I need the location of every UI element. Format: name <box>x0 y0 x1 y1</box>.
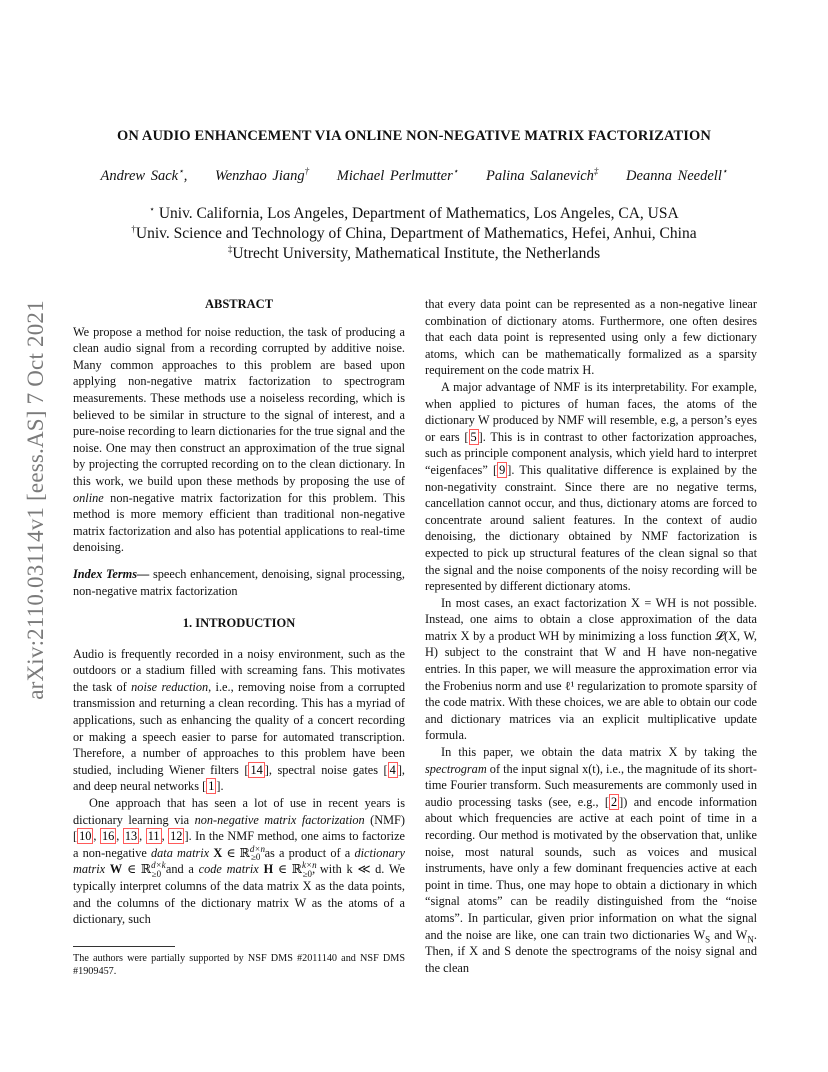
citation-link[interactable]: 13 <box>124 829 138 844</box>
author-list <box>0 168 828 185</box>
citation-link[interactable]: 14 <box>250 762 263 777</box>
body-paragraph: In this paper, we obtain the data matrix X by taking the spectrogram of the input signal x(t), i.e., the magnitude of its short-time Fourier transform. Such measurements are commonly used in audio processing tasks (see, e.g., [ 2 ]) and encode information about which frequencies are active at each point of time in a recording. Our method is motivated by the observation that, unlike noise, most natural sounds, such as voices and musical instruments, have only a few dominant frequencies active at each point in time. Thus, one may hope to obtain a dictionary in which “signal atoms” can be readily distinguished from the “noise atoms”. In particular, given prior information on what the signal and the noise are like, one can train two dictionaries $W_S$ and $W_N$. Then, if X and S denote the spectrograms of the noisy signal and the clean <box>425 745 757 975</box>
intro-paragraph: Audio is frequently recorded in a noisy environment, such as the outdoors or a stadium filled with screaming fans. This motivates the task of noise reduction, i.e., removing noise from a corrupted transmission and returning a clean recording. This has a myriad of applications, such as enhancing the quality of a concert recording or making a speech easier to parse for automated transcription. Therefore, a number of approaches to this problem have been studied, including Wiener filters [ 14 ], spectral noise gates [ 4 ], and deep neural networks [ 1 ]. <box>73 646 405 794</box>
author: Michael Perlmutter⋆ <box>336 166 459 184</box>
citation-link[interactable]: 5 <box>470 429 477 444</box>
citation-link[interactable]: 2 <box>611 794 618 809</box>
section-heading-introduction: 1. INTRODUCTION <box>182 616 296 631</box>
citation-link[interactable]: 1 <box>208 779 215 794</box>
intro-paragraph: One approach that has seen a lot of use in recent years is dictionary learning via non-negative matrix factorization (NMF) [ 10 , 16 , 13 , 11 , 12 ]. In the NMF method, one aims to factorize a non-negative data matrix X ∈ ℝ$^{d\times n}_{\ge 0}$ as a product of a dictionary matrix W ∈ ℝ$^{d\times k}_{\ge 0}$ and a code matrix H ∈ ℝ$^{k\times n}_{\ge 0}$, with k ≪ d. We typically interpret columns of the data matrix X as the data points, and the columns of the dictionary matrix W as the atoms of a dictionary, such <box>73 796 406 927</box>
citation-link[interactable]: 11 <box>147 829 160 844</box>
abstract-heading: ABSTRACT <box>204 297 274 311</box>
arxiv-id: arXiv:2110.03114v1 [eess.AS] 7 Oct 2021 <box>23 300 49 700</box>
author: Deanna Needell⋆ <box>626 166 728 184</box>
footnote-divider <box>73 946 175 947</box>
body-paragraph: In most cases, an exact factorization X = WH is not possible. Instead, one aims to obtain a close approximation of the data matrix X by a product WH by minimizing a loss function 𝓛(X, W, H) subject to the constraint that W and H have non-negative entries. In this paper, we will measure the approximation error via the Frobenius norm and use ℓ¹ regularization to promote sparsity of the code matrix. With these choices, we are able to obtain our code and dictionary matrices via an explicit multiplicative update formula. <box>425 595 757 743</box>
affiliation: ‡Utrecht University, Mathematical Institute, the Netherlands <box>227 243 601 262</box>
citation-link[interactable]: 9 <box>499 462 506 477</box>
index-terms: Index Terms— speech enhancement, denoising, signal processing, non-negative matrix factorization <box>73 566 405 598</box>
left-column <box>73 296 405 928</box>
arxiv-sidebar-stamp <box>16 270 56 730</box>
citation-link[interactable]: 16 <box>101 829 115 844</box>
body-paragraph: that every data point can be represented as a non-negative linear combination of dictionary atoms. Furthermore, one often desires that each data point is represented using only a few dictionary atoms, which can be mathematically formalized as a sparsity requirement on the code matrix H. <box>425 297 757 378</box>
affiliation: †Univ. Science and Technology of China, Department of Mathematics, Hefei, Anhui, China <box>131 223 697 242</box>
footnote: The authors were partially supported by NSF DMS #2011140 and NSF DMS #1909457. <box>73 953 405 977</box>
citation-link[interactable]: 10 <box>79 829 92 844</box>
author: Andrew Sack⋆, <box>100 166 188 184</box>
author: Palina Salanevich‡ <box>486 166 599 184</box>
paper-title: ON AUDIO ENHANCEMENT VIA ONLINE NON-NEGATIVE MATRIX FACTORIZATION <box>117 128 711 144</box>
citation-link[interactable]: 4 <box>389 762 396 777</box>
affiliation: ⋆ Univ. California, Los Angeles, Department of Mathematics, Los Angeles, CA, USA <box>149 203 679 222</box>
author: Wenzhao Jiang† <box>214 166 310 184</box>
right-column <box>425 296 757 976</box>
body-paragraph: A major advantage of NMF is its interpretability. For example, when applied to pictures of human faces, the atoms of the dictionary W produced by NMF will resemble, e.g, a person’s eyes or ears [ 5 ]. This is in contrast to other factorization approaches, such as principle component analysis, which yield hard to interpret “eigenfaces” [ 9 ]. This qualitative difference is explained by the non-negativity constraint. Since there are no negative terms, cancellation cannot occur, and thus, dictionary atoms are forced to concentrate around salient features. In the context of audio denoising, the dictionary obtained by NMF factorization is expected to pick up structural features of the clean signal so that the signal and the noise components of the noisy recording will be represented by different dictionary atoms. <box>425 379 757 594</box>
abstract-text: We propose a method for noise reduction, the task of producing a clean audio signal from a recording corrupted by additive noise. Many common approaches to this problem are based upon applying non-negative matrix factorization to spectrogram measurements. These methods use a noiseless recording, which is believed to be similar in structure to the signal of interest, and a pure-noise recording to learn dictionaries for the true signal and the noise. One may then construct an approximation of the true signal by projecting the corrupted recording on to the clean dictionary. In this work, we build upon these methods by proposing the use of online non-negative matrix factorization for this problem. This method is more memory efficient than traditional non-negative matrix factorization and also has potential applications to real-time denoising. <box>73 324 405 555</box>
citation-link[interactable]: 12 <box>170 829 183 844</box>
